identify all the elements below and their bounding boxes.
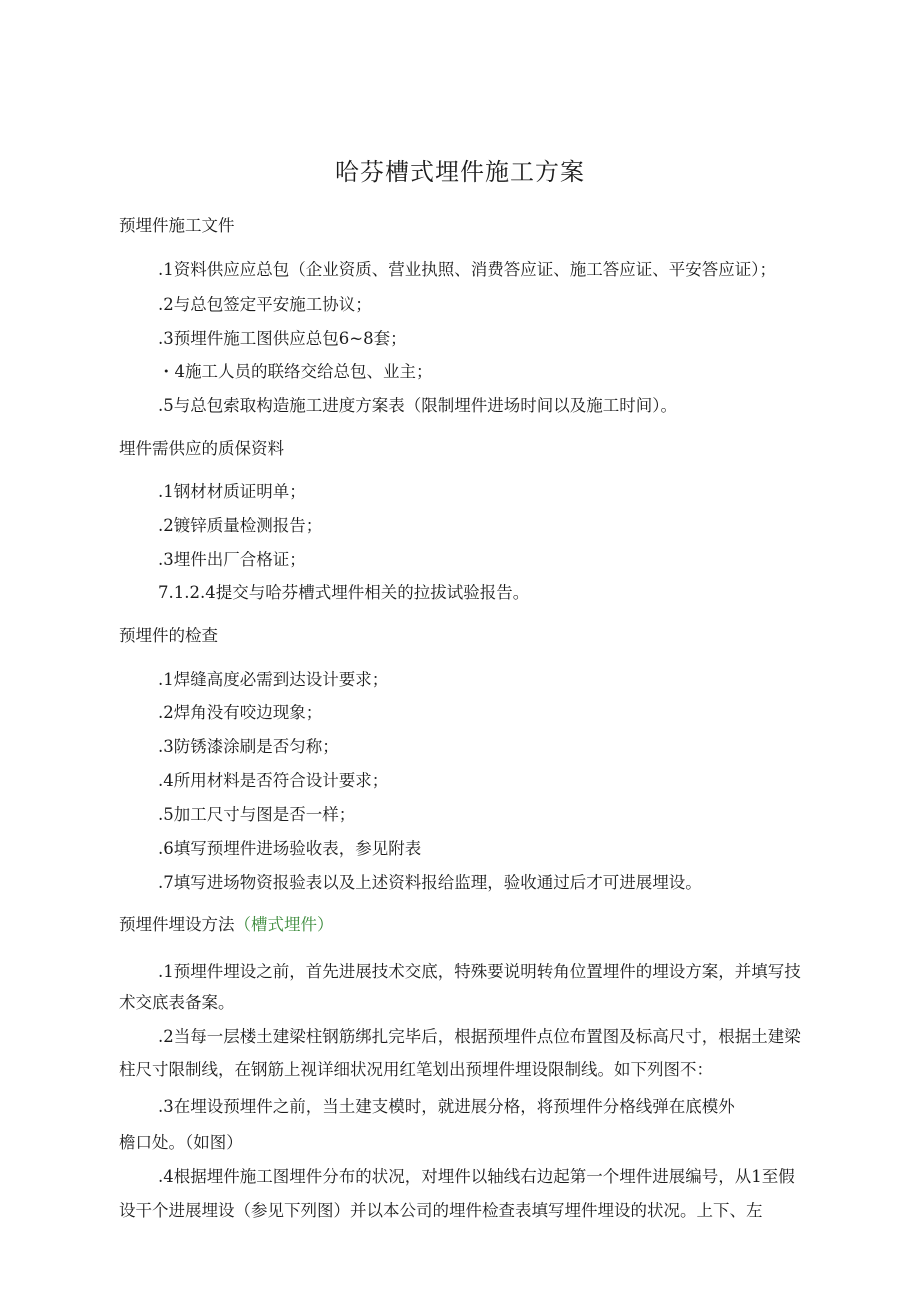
page-title: 哈芬槽式埋件施工方案 [335, 158, 585, 186]
paragraph-line: .1预埋件埋设之前，首先进展技术交底，特殊要说明转角位置埋件的埋设方案，并填写技 [158, 962, 801, 981]
paragraph-line: .3在埋设预埋件之前，当土建支模时，就进展分格，将预埋件分格线弹在底模外 [158, 1097, 735, 1116]
list-item: .1焊缝高度必需到达设计要求； [158, 670, 389, 689]
section-heading: 预埋件施工文件 [119, 216, 235, 235]
list-item: .5与总包索取构造施工进度方案表（限制埋件进场时间以及施工时间）。 [158, 396, 677, 415]
list-item: .5加工尺寸与图是否一样； [158, 805, 356, 824]
list-item: 7.1.2.4提交与哈芬槽式埋件相关的拉拔试验报告。 [158, 583, 530, 602]
paragraph-line: .4根据埋件施工图埋件分布的状况，对埋件以轴线右边起第一个埋件进展编号，从1至假 [158, 1167, 795, 1186]
paragraph-line: 檐口处。（如图） [119, 1133, 243, 1152]
list-item: .3预埋件施工图供应总包6~8套； [158, 329, 407, 348]
list-item: .6填写预埋件进场验收表，参见附表 [158, 839, 422, 858]
paragraph-line: .2当每一层楼土建梁柱钢筋绑扎完毕后，根据预埋件点位布置图及标高尺寸，根据土建梁 [158, 1027, 801, 1046]
list-item: .1资料供应应总包（企业资质、营业执照、消费答应证、施工答应证、平安答应证）； [158, 260, 776, 279]
section-heading-text: 预埋件埋设方法 [119, 915, 235, 934]
list-item: .7填写进场物资报验表以及上述资料报给监理，验收通过后才可进展埋设。 [158, 873, 702, 892]
paragraph-line: 术交底表备案。 [119, 993, 235, 1012]
list-item: ・4施工人员的联络交给总包、业主； [158, 362, 433, 381]
section-heading: 埋件需供应的质保资料 [119, 439, 284, 458]
paragraph-line: 柱尺寸限制线，在钢筋上视详细状况用红笔划出预埋件埋设限制线。如下列图不： [119, 1060, 713, 1079]
list-item: .2与总包签定平安施工协议； [158, 295, 372, 314]
list-item: .3防锈漆涂刷是否匀称； [158, 737, 339, 756]
list-item: .3埋件出厂合格证； [158, 550, 306, 569]
section-heading [119, 915, 334, 935]
list-item: .1钢材材质证明单； [158, 482, 306, 501]
paragraph-line: 设干个进展埋设（参见下列图）并以本公司的埋件检查表填写埋件埋设的状况。上下、左 [119, 1201, 763, 1220]
list-item: .2镀锌质量检测报告； [158, 516, 323, 535]
list-item: .2焊角没有咬边现象； [158, 703, 323, 722]
list-item: .4所用材料是否符合设计要求； [158, 771, 389, 790]
section-heading-note: （槽式埋件） [234, 915, 334, 934]
section-heading: 预埋件的检查 [119, 626, 218, 645]
